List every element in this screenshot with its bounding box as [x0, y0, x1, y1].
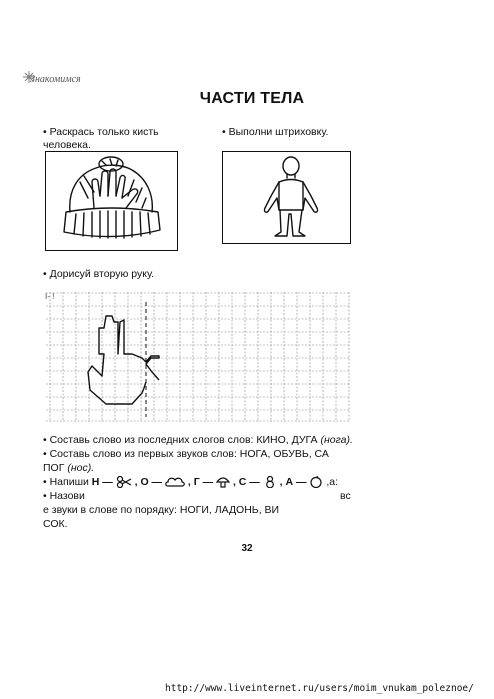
scissors-icon [116, 476, 132, 488]
source-url: http://www.liveinternet.ru/users/moim_vnukam_poleznoe/ [165, 683, 474, 694]
task-colour-hand: • Раскрась только кисть человека. [43, 126, 159, 151]
human-figure-illustration [223, 152, 350, 243]
task-name-sounds-words: е звуки в слове по порядку: НОГИ, ЛАДОНЬ, ВИ [43, 504, 280, 516]
task-name-sounds-words-cont: СОК. [43, 518, 68, 530]
picture-frame-mitten [45, 151, 178, 251]
grid-drawing-field [46, 292, 350, 422]
task-draw-second-hand: • Дорисуй вторую руку. [43, 268, 155, 280]
half-hand-outline [88, 316, 159, 404]
orange-icon [309, 476, 323, 488]
logo-text: Знакомимся [30, 74, 81, 85]
page-number: 32 [241, 543, 253, 554]
task-compose-word-2-cont: ПОГ (нос). [43, 462, 95, 474]
task-write-letters: • Напиши Н — , О — , Г — , С — , А — ,а: [43, 476, 339, 488]
cloud-icon [165, 476, 185, 488]
task-compose-word-1: • Составь слово из последних слогов слов: КИНО, ДУГА (нога). [43, 434, 353, 446]
picture-frame-figure [222, 151, 351, 244]
mushroom-icon [216, 476, 230, 488]
task-compose-word-2: • Составь слово из первых звуков слов: НОГА, ОБУВЬ, СА [43, 448, 329, 460]
page-title: ЧАСТИ ТЕЛА [199, 90, 305, 107]
task-shading: • Выполни штриховку. [222, 126, 329, 138]
task-name-sounds-tail: вс [340, 490, 351, 502]
hat-and-hand-illustration [46, 152, 177, 250]
grid-corner-mark: I- ! [45, 292, 55, 301]
task-name-sounds: • Назови [43, 490, 85, 502]
snowman-icon [263, 476, 277, 488]
